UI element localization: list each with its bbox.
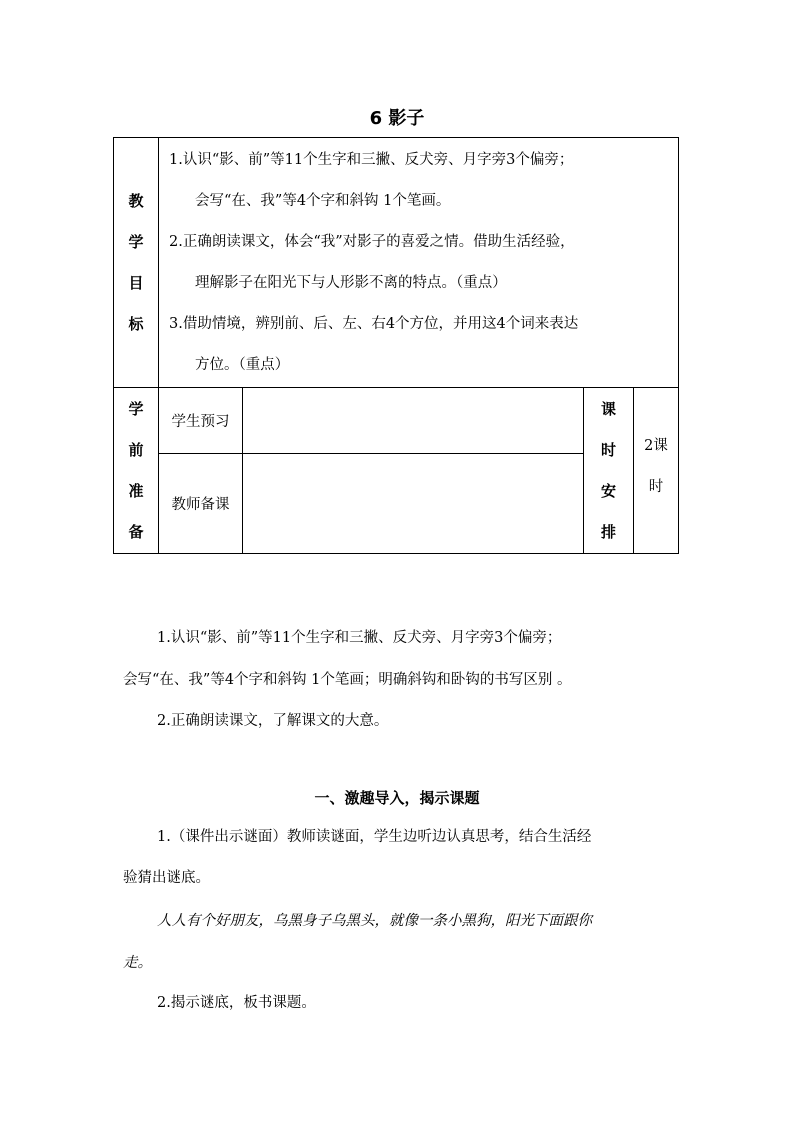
student-prep-cell xyxy=(243,388,584,454)
goal-item: 2.正确朗读课文，体会“我”对影子的喜爱之情。借助生活经验， 理解影子在阳光下与人形影不离的特点。（重点） xyxy=(169,233,575,291)
student-prep-label: 学生预习 xyxy=(159,388,243,454)
teaching-goals xyxy=(159,138,679,388)
section-heading: 一、激趣导入，揭示课题 xyxy=(314,789,480,807)
riddle-text: 走。 xyxy=(123,955,152,971)
teacher-prep-label: 教师备课 xyxy=(159,454,243,554)
goal-item: 1.认识“影、前”等11个生字和三撇、反犬旁、月字旁3个偏旁； 会写“在、我”等4个字和斜钩 1个笔画。 xyxy=(169,151,574,209)
step-text: 验猜出谜底。 xyxy=(123,870,210,886)
class-hours-value: 2课 时 xyxy=(634,388,679,554)
teaching-goals-label: 教 学 目 标 xyxy=(114,138,159,388)
teacher-prep-cell xyxy=(243,454,584,554)
objective-line: 1.认识“影、前”等11个生字和三撇、反犬旁、月字旁3个偏旁； xyxy=(157,630,562,646)
objective-line: 会写“在、我”等4个字和斜钩 1个笔画；明确斜钩和卧钩的书写区别 。 xyxy=(123,672,572,688)
objective-line: 2.正确朗读课文，了解课文的大意。 xyxy=(157,713,389,729)
step-text: 2.揭示谜底，板书课题。 xyxy=(157,995,316,1011)
pre-lesson-prep-label: 学 前 准 备 xyxy=(114,388,159,554)
step-text: 1.（课件出示谜面）教师读谜面，学生边听边认真思考，结合生活经 xyxy=(157,829,592,845)
lesson-plan-table xyxy=(113,137,679,554)
class-hours-label: 课 时 安 排 xyxy=(584,388,634,554)
riddle-text: 人人有个好朋友，乌黑身子乌黑头，就像一条小黑狗，阳光下面跟你 xyxy=(157,913,592,929)
goal-item: 3.借助情境，辨别前、后、左、右4个方位，并用这4个词来表达 方位。（重点） xyxy=(169,315,579,373)
page-title: 6 影子 xyxy=(369,108,425,129)
